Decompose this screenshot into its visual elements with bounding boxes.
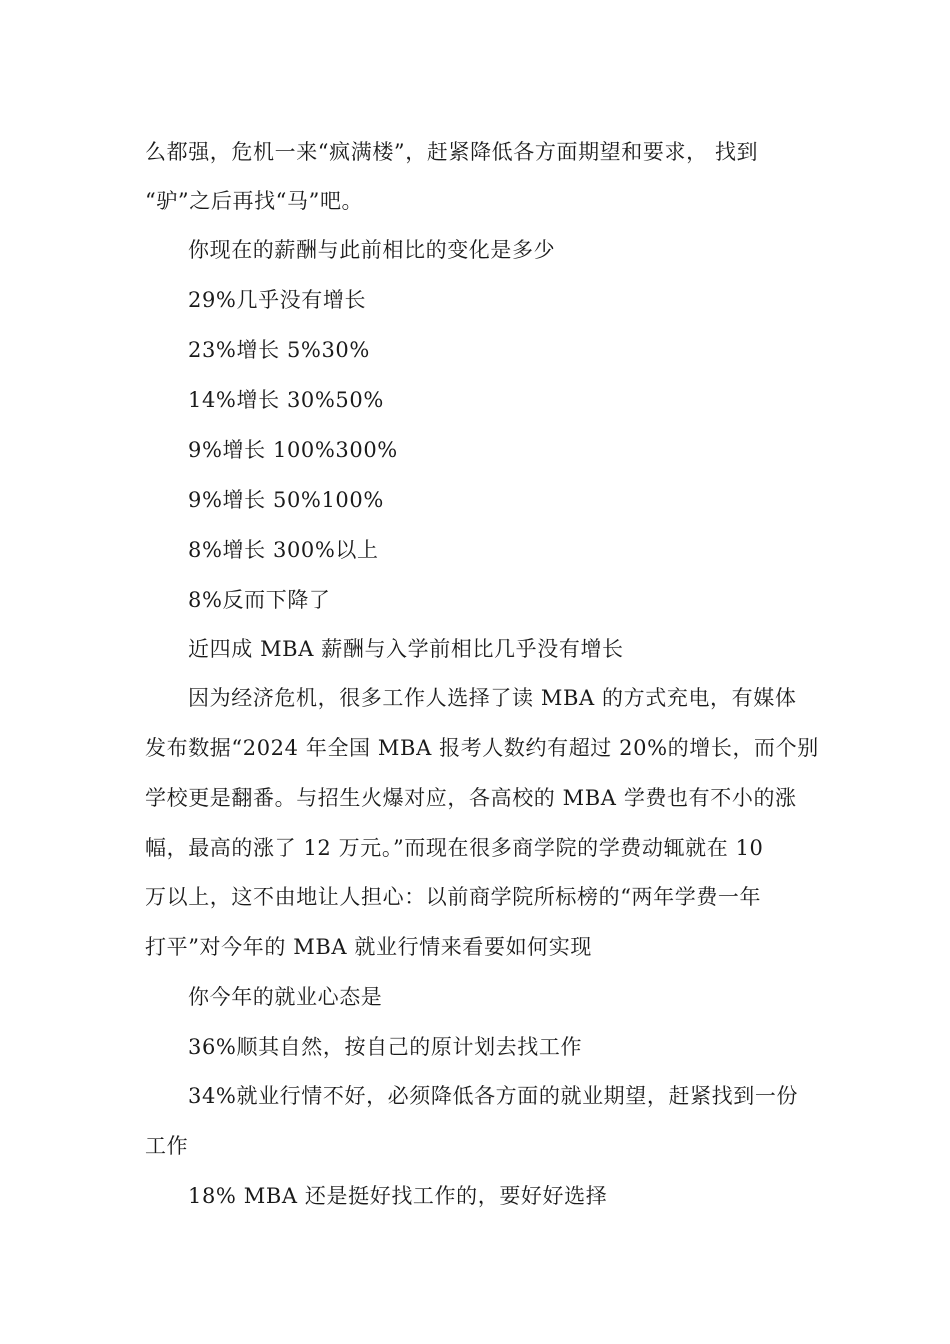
paragraph-line: 因为经济危机，很多工作人选择了读 MBA 的方式充电，有媒体 xyxy=(188,686,797,710)
paragraph-line: 么都强，危机一来“疯满楼”，赶紧降低各方面期望和要求， 找到 xyxy=(145,140,759,164)
paragraph-line: 万以上，这不由地让人担心：以前商学院所标榜的“两年学费一年 xyxy=(145,885,762,909)
survey-option: 8%增长 300%以上 xyxy=(188,538,379,562)
paragraph-line: 发布数据“2024 年全国 MBA 报考人数约有超过 20%的增长，而个别 xyxy=(145,736,819,760)
paragraph-line: “驴”之后再找“马”吧。 xyxy=(145,189,364,213)
survey-option: 29%几乎没有增长 xyxy=(188,288,367,312)
paragraph-line: 学校更是翻番。与招生火爆对应，各高校的 MBA 学费也有不小的涨 xyxy=(145,786,797,810)
survey-option: 9%增长 50%100% xyxy=(188,488,384,512)
survey-option: 34%就业行情不好，必须降低各方面的就业期望，赶紧找到一份 xyxy=(188,1084,799,1108)
paragraph-line: 打平”对今年的 MBA 就业行情来看要如何实现 xyxy=(145,935,592,959)
survey-question: 你今年的就业心态是 xyxy=(188,985,383,1009)
survey-option: 18% MBA 还是挺好找工作的，要好好选择 xyxy=(188,1184,608,1208)
survey-option: 36%顺其自然，按自己的原计划去找工作 xyxy=(188,1035,583,1059)
section-heading: 近四成 MBA 薪酬与入学前相比几乎没有增长 xyxy=(188,637,624,661)
survey-option: 9%增长 100%300% xyxy=(188,438,398,462)
survey-question: 你现在的薪酬与此前相比的变化是多少 xyxy=(188,238,556,262)
survey-option-continued: 工作 xyxy=(145,1134,189,1158)
survey-option: 23%增长 5%30% xyxy=(188,338,370,362)
survey-option: 14%增长 30%50% xyxy=(188,388,384,412)
survey-option: 8%反而下降了 xyxy=(188,588,331,612)
paragraph-line: 幅，最高的涨了 12 万元。”而现在很多商学院的学费动辄就在 10 xyxy=(145,836,764,860)
